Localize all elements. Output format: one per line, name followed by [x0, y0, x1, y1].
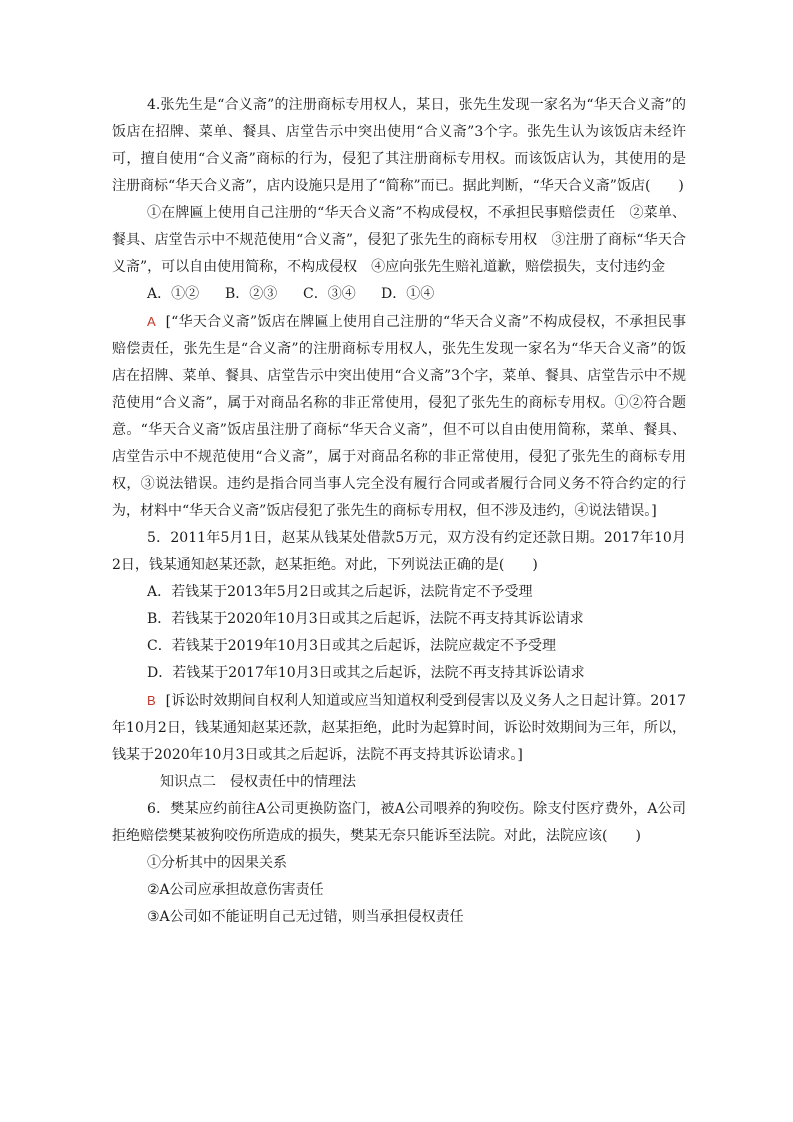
statement-2: ②A公司应承担故意伤害责任	[147, 882, 324, 898]
choice-b: B．②③	[225, 286, 278, 302]
option-c: C．若钱某于2019年10月3日或其之后起诉，法院应裁定不予受理	[147, 638, 557, 654]
explanation-text: [“华天合义斋”饭店在牌匾上使用自己注册的“华天合义斋”不构成侵权，不承担民事赔偿责任，张先生是“合义斋”的注册商标专用权人，张先生发现一家名为“华天合义斋”的饭店在招牌、菜单、餐具、店堂告示中突出使用“合义斋”3个字，菜单、餐具、店堂告示中不规范使用“合义斋”，属于对商品名称的非正常使用，侵犯了张先生的商标专用权。①②符合题意。“华天合义斋”饭店虽注册了商标“华天合义斋”，但不可以自由使用简称，菜单、餐具、店堂告示中不规范使用“合义斋”，属于对商品名称的非正常使用，侵犯了张先生的商标专用权，③说法错误。违约是指合同当事人完全没有履行合同或者履行合同义务不符合约定的行为，材料中“华天合义斋”饭店侵犯了张先生的商标专用权，但不涉及违约，④说法错误。]	[112, 314, 686, 519]
question-5-explanation	[112, 687, 686, 769]
document-body	[112, 92, 686, 931]
question-6-stem: 6．樊某应约前往A公司更换防盗门，被A公司喂养的狗咬伤。除支付医疗费外，A公司拒绝赔偿樊某被狗咬伤所造成的损失，樊某无奈只能诉至法院。对此，法院应该( )	[112, 801, 686, 844]
statement-1: ①分析其中的因果关系	[147, 855, 287, 871]
question-4-explanation	[112, 308, 686, 525]
choice-a: A．①②	[147, 286, 200, 302]
option-d: D．若钱某于2017年10月3日或其之后起诉，法院不再支持其诉讼请求	[147, 665, 585, 681]
question-5-stem: 5．2011年5月1日，赵某从钱某处借款5万元，双方没有约定还款日期。2017年10月2日，钱某通知赵某还款，赵某拒绝。对此，下列说法正确的是( )	[112, 530, 686, 573]
question-4-stem: 4.张先生是“合义斋”的注册商标专用权人，某日，张先生发现一家名为“华天合义斋”的饭店在招牌、菜单、餐具、店堂告示中突出使用“合义斋”3个字。张先生认为该饭店未经许可，擅自使用“合义斋”商标的行为，侵犯了其注册商标专用权。而该饭店认为，其使用的是注册商标“华天合义斋”，店内设施只是用了“简称”而已。据此判断，“华天合义斋”饭店( )	[112, 97, 686, 194]
question-4-choices	[112, 281, 686, 308]
explanation-text: [诉讼时效期间自权利人知道或应当知道权利受到侵害以及义务人之日起计算。2017年10月2日，钱某通知赵某还款，赵某拒绝，此时为起算时间，诉讼时效期间为三年，所以，钱某于2020年10月3日或其之后起诉，法院不再支持其诉讼请求。]	[112, 693, 686, 763]
choice-d: D．①④	[381, 286, 435, 302]
answer-letter: A	[147, 314, 156, 329]
section-heading: 知识点二 侵权责任中的情理法	[160, 774, 356, 790]
statement-3: ③A公司如不能证明自己无过错，则当承担侵权责任	[147, 909, 464, 925]
choice-c: C．③④	[303, 286, 356, 302]
option-a: A．若钱某于2013年5月2日或其之后起诉，法院肯定不予受理	[147, 584, 533, 600]
question-4-statements: ①在牌匾上使用自己注册的“华天合义斋”不构成侵权，不承担民事赔偿责任 ②菜单、餐具、店堂告示中不规范使用“合义斋”，侵犯了张先生的商标专用权 ③注册了商标“华天合义斋”，可以自由使用简称，不构成侵权 ④应向张先生赔礼道歉，赔偿损失，支付违约金	[112, 205, 686, 275]
option-b: B．若钱某于2020年10月3日或其之后起诉，法院不再支持其诉讼请求	[147, 611, 584, 627]
answer-letter: B	[147, 693, 156, 708]
